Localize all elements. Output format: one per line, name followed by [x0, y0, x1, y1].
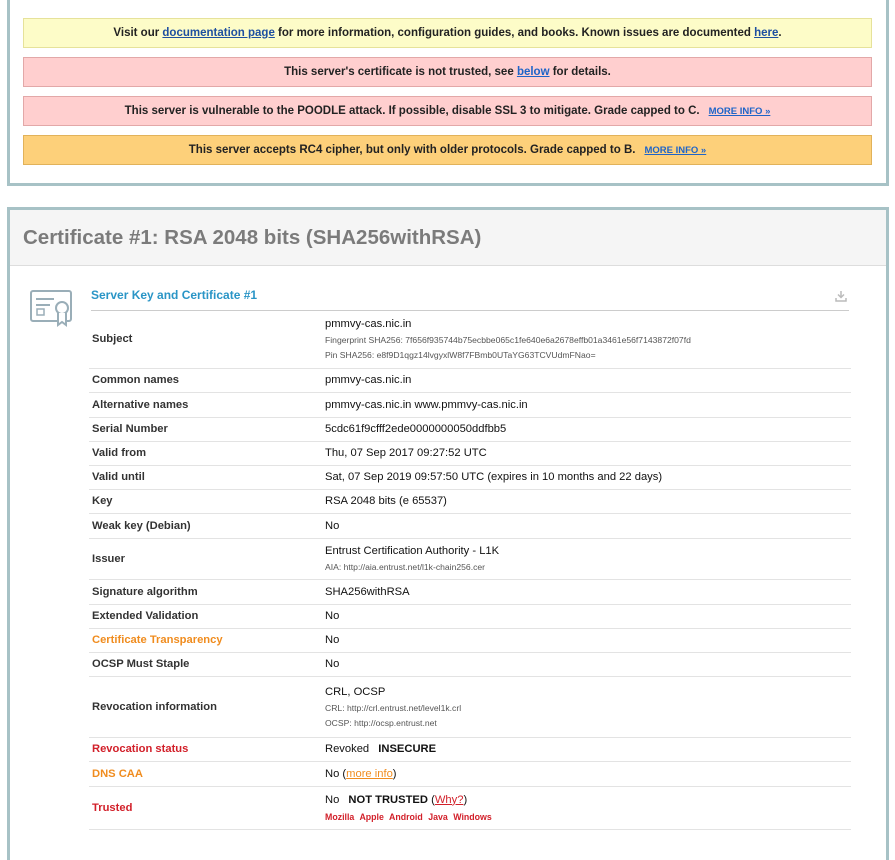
ct-label: Certificate Transparency — [89, 628, 325, 652]
dns-caa-close: ) — [392, 767, 397, 780]
dns-caa-text: No — [325, 767, 340, 780]
subject-value — [325, 310, 851, 368]
sig-alg-label: Signature algorithm — [89, 579, 325, 604]
ocsp-staple-label: OCSP Must Staple — [89, 652, 325, 676]
poodle-warning — [23, 96, 872, 126]
documentation-notice-mid: for more information, configuration guides, and books. Known issues are documented — [274, 27, 755, 39]
section-title-text: Server Key and Certificate #1 — [91, 288, 258, 302]
valid-from-value: Thu, 07 Sep 2017 09:27:52 UTC — [325, 441, 851, 465]
table-row — [89, 310, 851, 368]
dns-caa-more-info-link[interactable]: more info — [346, 767, 393, 780]
rc4-warning-text: This server accepts RC4 cipher, but only with older protocols. Grade capped to B. — [188, 144, 636, 156]
why-link[interactable]: Why? — [434, 793, 464, 806]
common-names-value: pmmvy-cas.nic.in — [325, 368, 851, 392]
subject-label: Subject — [89, 310, 325, 368]
trust-store-android: Android — [389, 811, 423, 822]
documentation-notice-post: . — [778, 27, 782, 39]
revocation-status-label: Revocation status — [89, 737, 325, 761]
weak-key-value: No — [325, 513, 851, 538]
trust-store-windows: Windows — [453, 811, 492, 822]
revocation-info-label: Revocation information — [89, 676, 325, 737]
table-row — [89, 676, 851, 737]
serial-label: Serial Number — [89, 417, 325, 441]
table-row — [89, 737, 851, 761]
ocsp-url: OCSP: http://ocsp.entrust.net — [325, 717, 437, 728]
documentation-notice — [23, 18, 872, 48]
table-row — [89, 652, 851, 676]
table-row — [89, 368, 851, 392]
table-row — [89, 628, 851, 652]
certificate-untrusted-warning — [23, 57, 872, 87]
table-row — [89, 604, 851, 628]
revocation-methods: CRL, OCSP — [325, 685, 386, 698]
table-row — [89, 392, 851, 417]
trust-store-mozilla: Mozilla — [325, 811, 355, 822]
certificate-panel — [7, 207, 889, 860]
subject-fingerprint: Fingerprint SHA256: 7f656f935744b75ecbbe065c1fe640e6a2678effb01a3461e56f7143872f07fd — [325, 334, 691, 345]
section-title — [91, 288, 849, 311]
documentation-page-link[interactable]: documentation page — [162, 27, 275, 39]
sig-alg-value: SHA256withRSA — [325, 579, 851, 604]
ev-value: No — [325, 604, 851, 628]
table-row — [89, 786, 851, 829]
insecure-badge: INSECURE — [378, 743, 437, 755]
revocation-status-value — [325, 737, 851, 761]
known-issues-link[interactable]: here — [754, 27, 779, 39]
not-trusted-badge: NOT TRUSTED — [348, 793, 428, 806]
crl-url: CRL: http://crl.entrust.net/level1k.crl — [325, 702, 462, 713]
key-value: RSA 2048 bits (e 65537) — [325, 489, 851, 513]
table-row — [89, 513, 851, 538]
valid-from-label: Valid from — [89, 441, 325, 465]
trusted-value — [325, 786, 851, 829]
table-row — [89, 417, 851, 441]
dns-caa-value — [325, 761, 851, 786]
rc4-more-info-link[interactable]: MORE INFO » — [644, 144, 707, 156]
warnings-panel — [7, 0, 889, 186]
trusted-label: Trusted — [89, 786, 325, 829]
alt-names-label: Alternative names — [89, 392, 325, 417]
trusted-close: ) — [463, 793, 468, 806]
valid-until-value: Sat, 07 Sep 2019 09:57:50 UTC (expires in 10 months and 22 days) — [325, 465, 851, 489]
trusted-open: ( — [427, 793, 435, 806]
issuer-label: Issuer — [89, 538, 325, 579]
poodle-more-info-link[interactable]: MORE INFO » — [708, 105, 771, 117]
key-label: Key — [89, 489, 325, 513]
table-row — [89, 761, 851, 786]
trust-store-list — [325, 812, 851, 822]
cert-warning-post: for details. — [549, 66, 611, 78]
rc4-warning — [23, 135, 872, 165]
weak-key-label: Weak key (Debian) — [89, 513, 325, 538]
download-icon[interactable] — [835, 290, 847, 302]
issuer-value — [325, 538, 851, 579]
see-below-link[interactable]: below — [516, 66, 550, 78]
ev-label: Extended Validation — [89, 604, 325, 628]
table-row — [89, 465, 851, 489]
cert-warning-pre: This server's certificate is not trusted, see — [284, 66, 517, 78]
common-names-label: Common names — [89, 368, 325, 392]
dns-caa-open: ( — [339, 767, 347, 780]
revocation-info-value — [325, 676, 851, 737]
issuer-aia: AIA: http://aia.entrust.net/l1k-chain256.cer — [325, 562, 486, 572]
table-row — [89, 579, 851, 604]
ct-value: No — [325, 628, 851, 652]
trusted-text: No — [325, 793, 340, 806]
alt-names-value: pmmvy-cas.nic.in www.pmmvy-cas.nic.in — [325, 392, 851, 417]
table-row — [89, 489, 851, 513]
issuer-name: Entrust Certification Authority - L1K — [325, 545, 500, 557]
certificate-icon — [28, 287, 76, 331]
subject-cn: pmmvy-cas.nic.in — [325, 317, 412, 330]
trust-store-apple: Apple — [359, 811, 384, 822]
valid-until-label: Valid until — [89, 465, 325, 489]
trust-store-java: Java — [428, 811, 448, 822]
certificate-details-table — [89, 310, 851, 830]
table-row — [89, 441, 851, 465]
dns-caa-label: DNS CAA — [89, 761, 325, 786]
table-row — [89, 538, 851, 579]
revocation-status-text: Revoked — [325, 743, 370, 755]
serial-value: 5cdc61f9cfff2ede0000000050ddfbb5 — [325, 417, 851, 441]
ocsp-staple-value: No — [325, 652, 851, 676]
documentation-notice-pre: Visit our — [113, 27, 163, 39]
certificate-title: Certificate #1: RSA 2048 bits (SHA256withRSA) — [10, 210, 886, 266]
subject-pin: Pin SHA256: e8f9D1qgz14lvgyxlW8f7FBmb0UTaYG63TCVUdmFNao= — [325, 349, 596, 360]
poodle-warning-text: This server is vulnerable to the POODLE attack. If possible, disable SSL 3 to mitigate. Grade capped to C. — [124, 105, 700, 117]
